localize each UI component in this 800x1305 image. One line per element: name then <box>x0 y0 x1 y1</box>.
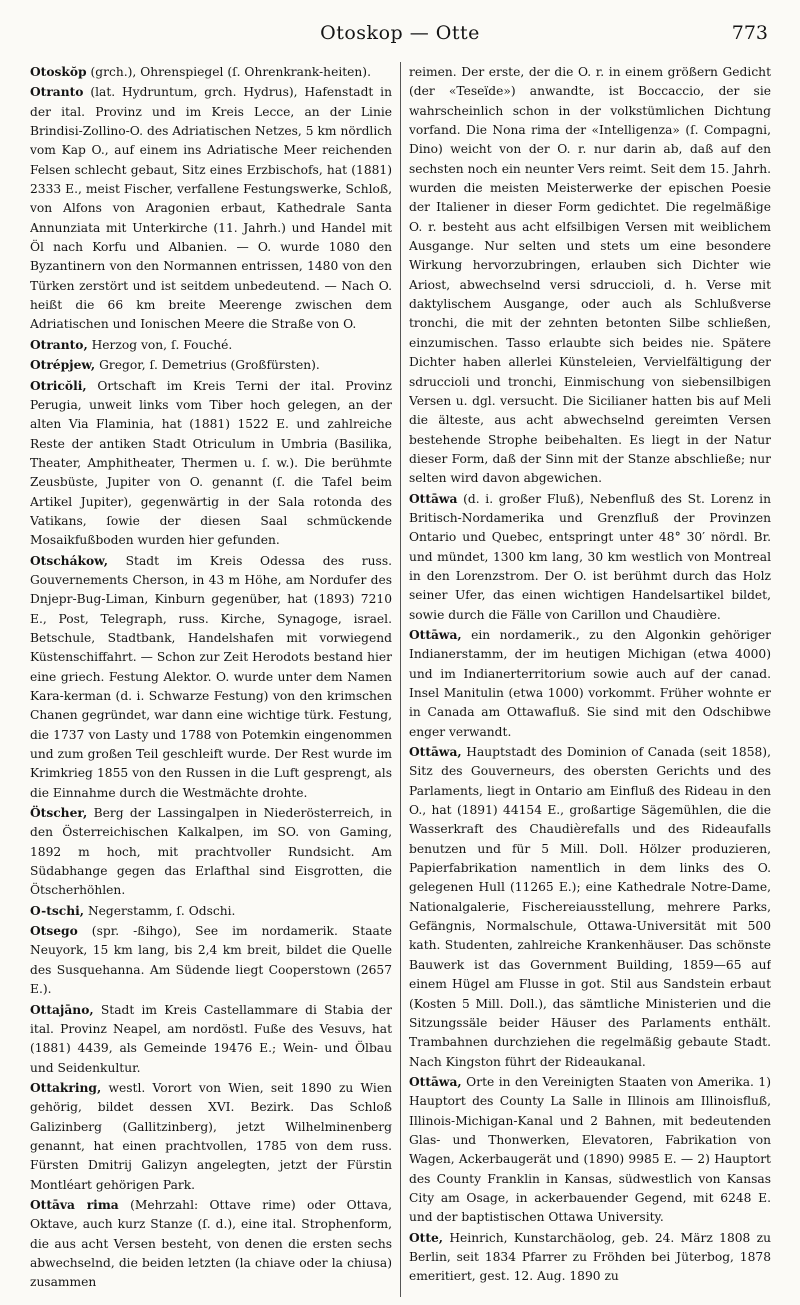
headword: Ottajāno, <box>30 1001 94 1017</box>
headword: O-tschi, <box>30 902 85 918</box>
entry-ottava-rima-continued <box>409 62 771 489</box>
entry-text: Hauptstadt des Dominion of Canada (seit 1858), Sitz des Gouverneurs, des obersten Gerichts und des Parlaments, liegt in Ontario am Einfluß des Rideau in den O., hat (1891) 44154 E., großartige Sägemühlen, die die Wasserkraft des Chaudièrefalls und des Rideaufalls benutzen und für 5 Mill. Doll. Hölzer produzieren, Papierfabrikation namentlich in dem links des O. gelegenen Hull (11265 E.); eine Kathedrale Notre-Dame, Nationalgalerie, Fischereiausstellung, mehrere Parks, Gefängnis, Normalschule, Ottawa-Universität mit 500 kath. Studenten, zahlreiche Krankenhäuser. Das schönste Bauwerk ist das Government Building, 1859—65 auf einem Hügel am Flusse in got. Stil aus Sandstein erbaut (Kosten 5 Mill. Doll.), das sämtliche Ministerien und die Sitzungssäle beider Häuser des Parlaments enthält. Trambahnen durchziehen die regelmäßig gebaute Stadt. Nach Kingston führt der Rideaukanal. <box>409 745 771 1069</box>
headword: Ottāva rima <box>30 1196 119 1212</box>
headword: Ötscher, <box>30 805 88 821</box>
right-column <box>409 62 771 1297</box>
entry-text: (grch.), Ohrenspiegel (ſ. Ohrenkrank-heiten). <box>86 65 371 79</box>
headword: Otschákow, <box>30 552 108 568</box>
entry-text: (spr. -ßihgo), See im nordamerik. Staate Neuyork, 15 km lang, bis 2,4 km breit, bildet die Quelle des Susquehanna. Am Südende liegt Cooperstown (2657 E.). <box>30 924 392 997</box>
entry-otranto <box>30 82 392 334</box>
headword: Ottakring, <box>30 1079 102 1095</box>
column-divider <box>400 62 401 1297</box>
headword: Otte, <box>409 1229 444 1245</box>
headword: Otsego <box>30 923 78 939</box>
entry-o-tschi <box>30 901 392 921</box>
headword: Ottāwa <box>409 490 458 506</box>
entry-text: (d. i. großer Fluß), Nebenfluß des St. Lorenz in Britisch-Nordamerika und Grenzfluß der Provinzen Ontario und Quebec, entspringt unter 48° 30′ nördl. Br. und mündet, 1300 km lang, 30 km westlich von Montreal in den Lorenzstrom. Der O. ist berühmt durch das Holz seiner Ufer, das einen wichtigen Handelsartikel bildet, sowie durch die Fälle von Carillon und Chaudière. <box>409 491 771 622</box>
entry-otricoli <box>30 376 392 551</box>
entry-text: Stadt im Kreis Castellammare di Stabia der ital. Provinz Neapel, am nordöstl. Fuße des Vesuvs, hat (1881) 4439, als Gemeinde 19476 E.; Wein- und Ölbau und Seidenkultur. <box>30 1002 392 1075</box>
entry-otschakow <box>30 551 392 803</box>
entry-ottakring <box>30 1078 392 1195</box>
left-column <box>30 62 392 1297</box>
headword: Otrépjew, <box>30 357 96 373</box>
entry-ottava-rima <box>30 1195 392 1293</box>
entry-text: Herzog von, ſ. Fouché. <box>87 337 233 352</box>
entry-text: (lat. Hydruntum, grch. Hydrus), Hafenstadt in der ital. Provinz und im Kreis Lecce, an der Linie Brindisi-Zollino-O. des Adriatischen Netzes, 5 km nördlich vom Kap O., auf einem ins Adriatische Meer reichenden Felsen schlecht gebaut, Sitz eines Erzbischofs, hat (1881) 2333 E., meist Fischer, verfallene Festungswerke, Schloß, von Alfons von Aragonien erbaut, Kathedrale Santa Annunziata mit Unterkirche (11. Jahrh.) und Handel mit Öl nach Korfu und Albanien. — O. wurde 1080 den Byzantinern von den Normannen entrissen, 1480 von den Türken zerstört und ist seitdem unbedeutend. — Nach O. heißt die 66 km breite Meerenge zwischen dem Adriatischen und Ionischen Meere die Straße von O. <box>30 85 392 332</box>
headword: Otranto, <box>30 336 88 352</box>
headword: Otranto <box>30 84 84 100</box>
headword: Otricŏli, <box>30 377 87 393</box>
entry-text: ein nordamerik., zu den Algonkin gehöriger Indianerstamm, der im heutigen Michigan (etwa 4000) und im Indianerterritorium sowie auch auf der canad. Insel Manitulin (etwa 1000) vorkommt. Früher wohnte er in Canada am Ottawafluß. Sie sind mit den Odschibwe enger verwandt. <box>409 627 771 739</box>
entry-ottajano <box>30 1000 392 1078</box>
entry-text: Orte in den Vereinigten Staaten von Amerika. 1) Hauptort des County La Salle in Illinois am Illinoisfluß, Illinois-Michigan-Kanal und 2 Bahnen, mit bedeutenden Glas- und Thonwerken, Elevatoren, Fabrikation von Wagen, Ackerbaugerät und (1890) 9985 E. — 2) Hauptort des County Franklin in Kansas, südwestlich von Kansas City am Osage, in ackerbauender Gegend, mit 6248 E. und der baptistischen Ottawa University. <box>409 1074 771 1225</box>
entry-ottawa-city <box>409 742 771 1072</box>
entry-text: Berg der Lassingalpen in Niederösterreich, in den Österreichischen Kalkalpen, im SO. von Gaming, 1892 m hoch, mit prachtvoller Rundsicht. Am Südabhange gegen das Erlafthal sind Eisgrotten, die Ötscherhöhlen. <box>30 806 392 898</box>
entry-text: Negerstamm, ſ. Odschi. <box>84 903 236 918</box>
entry-otte <box>409 1228 771 1287</box>
entry-text: westl. Vorort von Wien, seit 1890 zu Wien gehörig, bildet dessen XVI. Bezirk. Das Schloß Galizinberg (Gallitzinberg), jetzt Wilhelminenberg genannt, hat einen prachtvollen, 1785 von dem russ. Fürsten Dmitrij Galizyn angelegten, jetzt der Fürstin Montléart gehörigen Park. <box>30 1080 392 1192</box>
entry-text: Ortschaft im Kreis Terni der ital. Provinz Perugia, unweit links vom Tiber hoch gelegen, an der alten Via Flaminia, hat (1881) 1522 E. und zahlreiche Reste der antiken Stadt Otriculum in Umbria (Basilika, Theater, Amphitheater, Thermen u. ſ. w.). Die berühmte Zeusbüste, Jupiter von O. genannt (ſ. die Tafel beim Artikel Jupiter), gegenwärtig in der Sala rotonda des Vatikans, ſowie der diesen Saal schmückende Mosaikfußboden wurden hier gefunden. <box>30 378 392 548</box>
entry-otsego <box>30 921 392 999</box>
entry-text: Gregor, ſ. Demetrius (Großfürsten). <box>95 358 320 373</box>
entry-text: Heinrich, Kunstarchäolog, geb. 24. März 1808 zu Berlin, seit 1834 Pfarrer zu Fröhden bei Jüterbog, 1878 emeritiert, gest. 12. Aug. 1890 zu <box>409 1230 771 1284</box>
entry-otrepjew <box>30 355 392 375</box>
headword: Ottāwa, <box>409 744 462 760</box>
entry-otranto-herzog <box>30 335 392 355</box>
running-title: Otoskop — Otte <box>320 22 480 44</box>
entry-oetscher <box>30 803 392 901</box>
text-columns <box>30 62 772 1297</box>
headword: Ottāwa, <box>409 1073 462 1089</box>
headword: Ottāwa, <box>409 626 462 642</box>
entry-ottawa-usa <box>409 1072 771 1228</box>
headword: Otoskŏp <box>30 64 87 79</box>
page-number: 773 <box>731 22 768 44</box>
entry-text: (Mehrzahl: Ottave rime) oder Ottava, Oktave, auch kurz Stanze (ſ. d.), eine ital. Strophenform, die aus acht Versen besteht, von denen die ersten sechs abwechselnd, die beiden letzten (la chiave oder la chiusa) zusammen <box>30 1197 392 1290</box>
entry-text: Stadt im Kreis Odessa des russ. Gouvernements Cherson, in 43 m Höhe, am Nordufer des Dnjepr-Bug-Liman, Kinburn gegenüber, hat (1893) 7210 E., Post, Telegraph, russ. Kirche, Synagoge, israel. Betschule, Stadtbank, Handelshafen mit vorwiegend Küstenschiffahrt. — Schon zur Zeit Herodots bestand hier eine griech. Festung Alektor. O. wurde unter dem Namen Kara-kerman (d. i. Schwarze Festung) von den krimschen Chanen gegründet, war dann eine wichtige türk. Festung, die 1737 von Lasty und 1788 von Potemkin eingenommen und zum großen Teil geschleift wurde. Der Rest wurde im Krimkrieg 1855 von den Russen in die Luft gesprengt, als die Einnahme durch die Westmächte drohte. <box>30 553 392 800</box>
page-header <box>32 22 768 50</box>
entry-ottawa-river <box>409 489 771 625</box>
entry-text: reimen. Der erste, der die O. r. in einem größern Gedicht (der «Teseïde») anwandte, ist Boccaccio, der sie wahrscheinlich schon in der volkstümlichen Dichtung vorfand. Die Nona rima der «Intelligenza» (ſ. Compagni, Dino) weicht von der O. r. nur darin ab, daß auf den sechsten noch ein neunter Vers reimt. Seit dem 15. Jahrh. wurden die meisten Meisterwerke der epischen Poesie der Italiener in dieser Form gedichtet. Die regelmäßige O. r. besteht aus acht elfsilbigen Versen mit weiblichem Ausgange. Nur selten und stets um eine besondere Wirkung hervorzubringen, erlauben sich Dichter wie Ariost, abwechselnd versi sdruccioli, d. h. Verse mit daktylischem Ausgange, oder auch als Schlußverse tronchi, die mit der zehnten betonten Silbe schließen, einzumischen. Tasso erlaubte sich beides nie. Spätere Dichter haben allerlei Künsteleien, Vervielfältigung der sdruccioli und tronchi, Einmischung von siebensilbigen Versen u. dgl. versucht. Die Sicilianer hatten bis auf Meli die älteste, aus acht abwechselnd gereimten Versen bestehende Strophe beibehalten. Es liegt in der Natur dieser Form, daß der Sinn mit der Stanze abschließe; nur selten wird davon abgewichen. <box>409 65 771 486</box>
entry-otoskop <box>30 62 392 82</box>
entry-ottawa-tribe <box>409 625 771 742</box>
